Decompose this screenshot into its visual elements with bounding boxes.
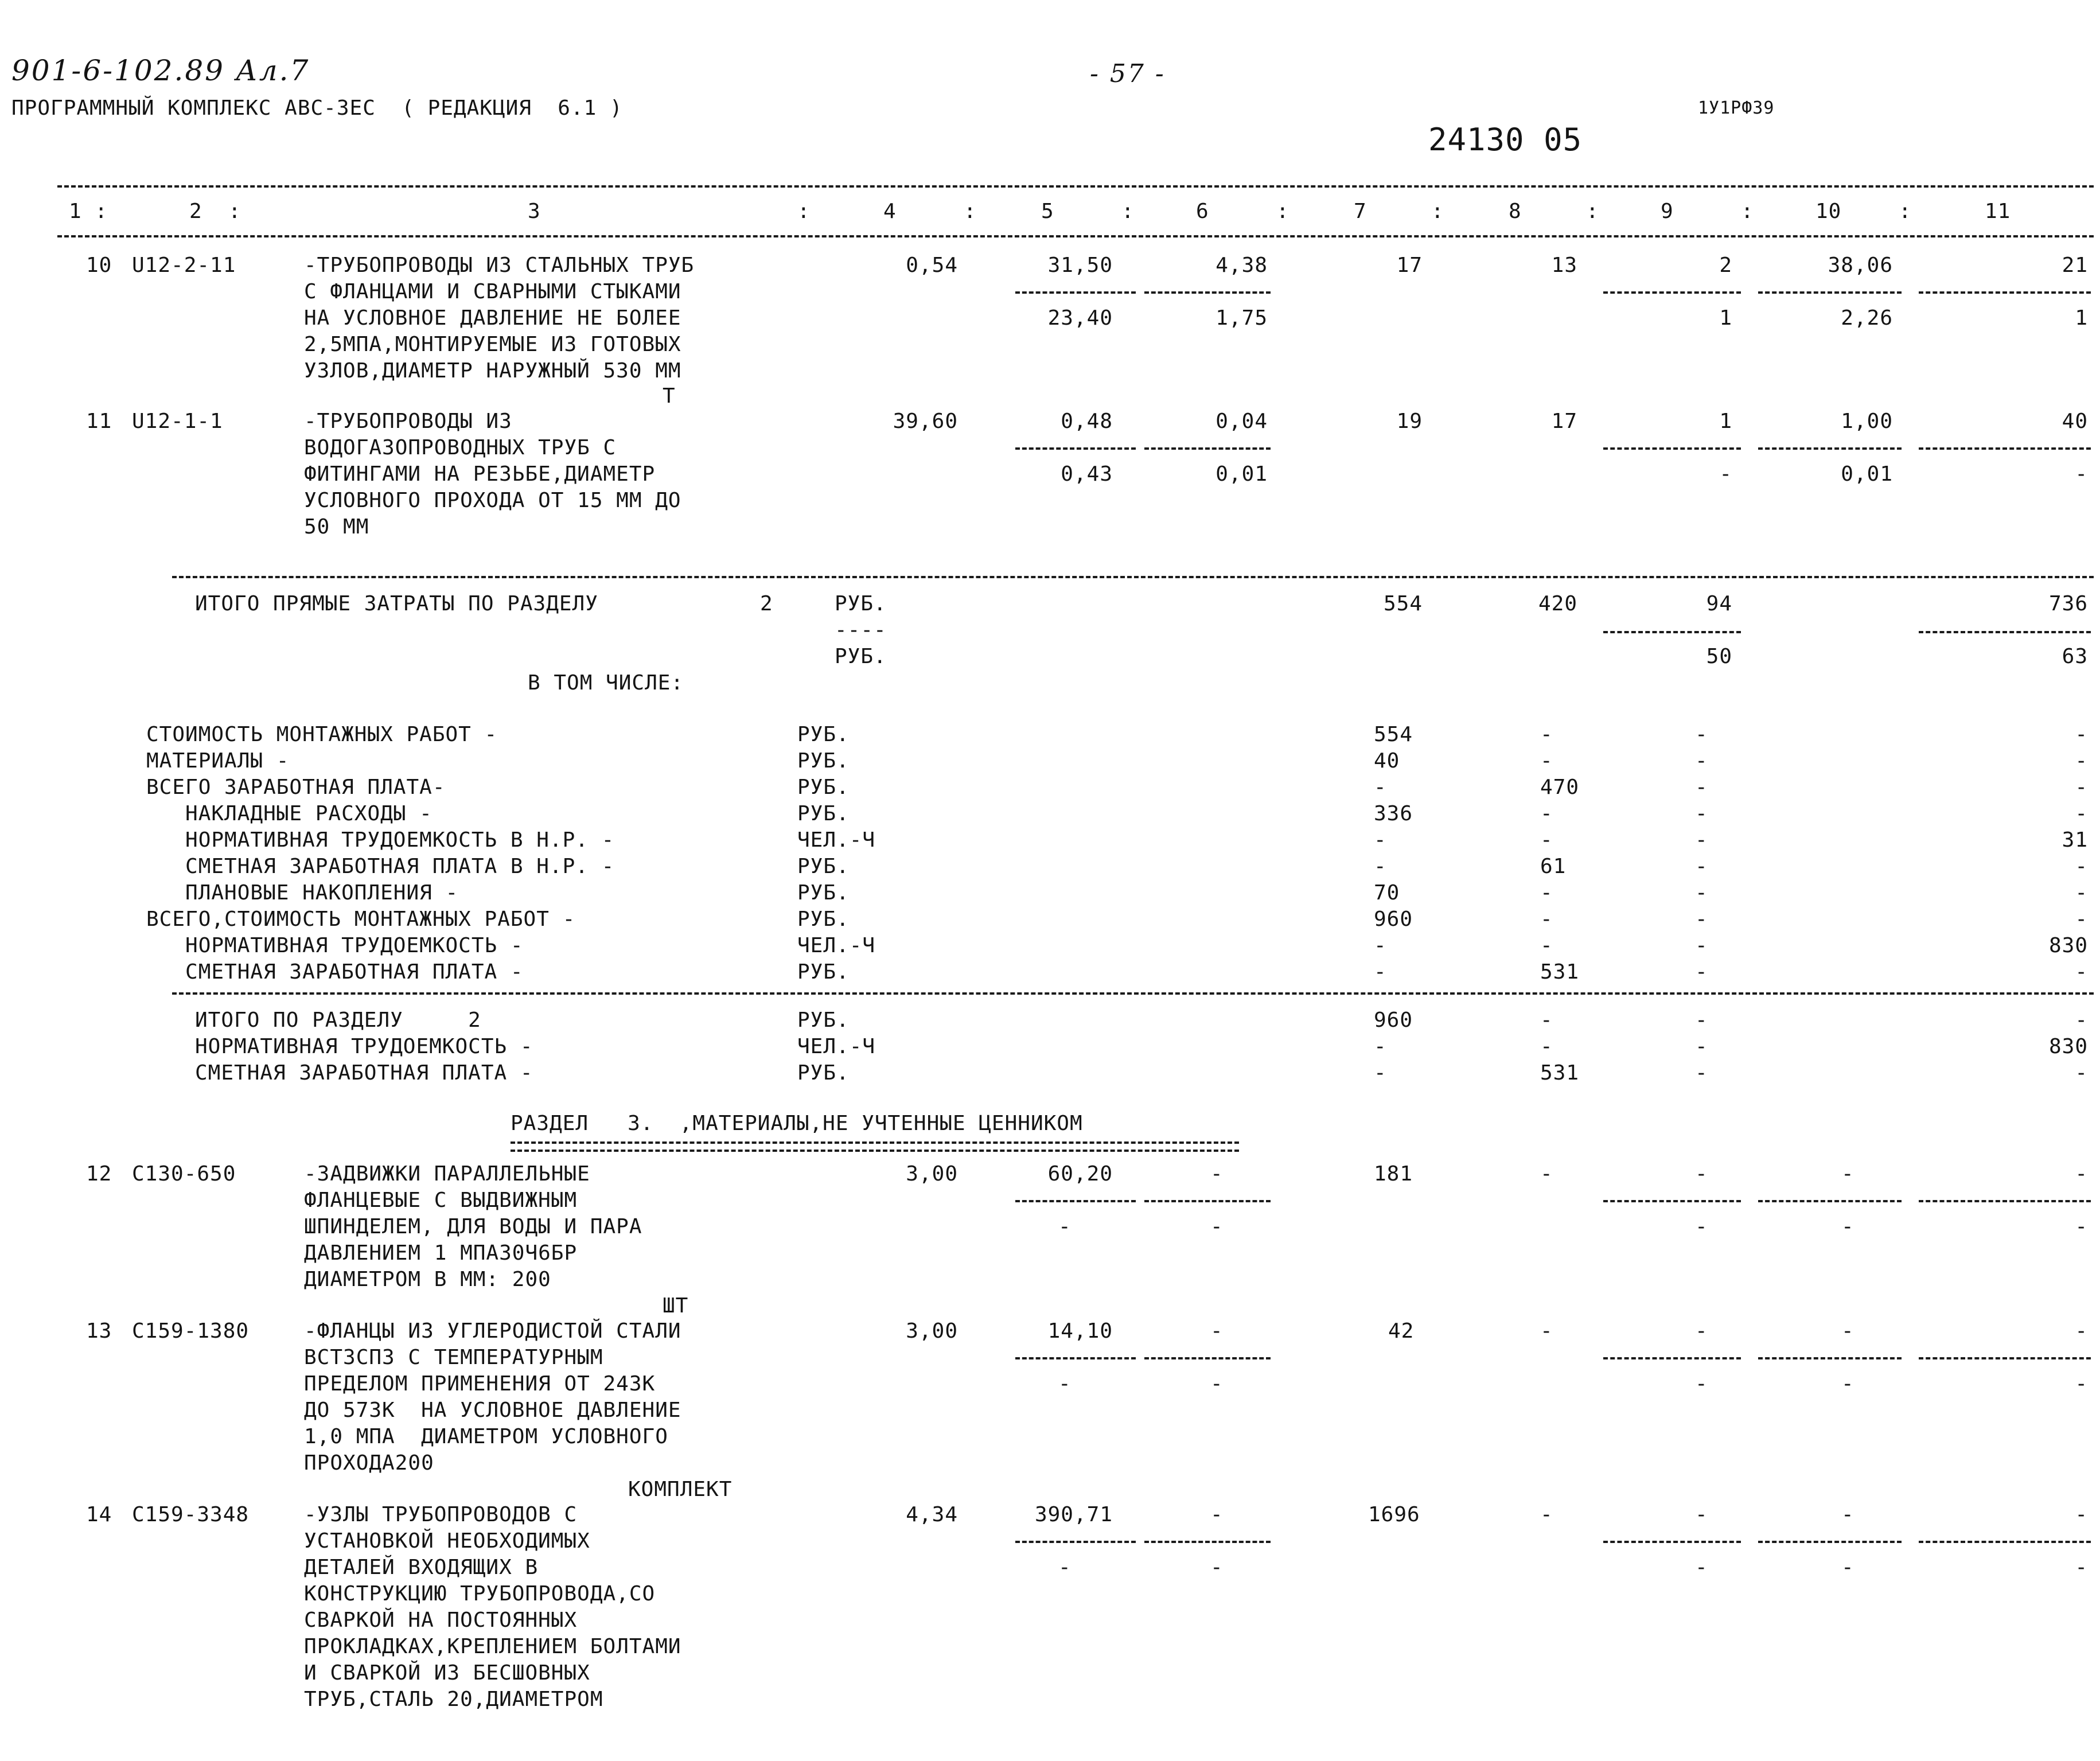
- row-desc-line: ДАВЛЕНИЕМ 1 МПА30Ч6БР: [304, 1241, 578, 1265]
- section-total-c9: -: [1695, 1008, 1708, 1032]
- cell-c5-b: -: [1058, 1215, 1072, 1238]
- cell-c6: -: [1210, 1162, 1224, 1186]
- breakdown-c9: -: [1695, 776, 1708, 799]
- rule: [172, 992, 2094, 995]
- total-c7: 554: [1383, 592, 1423, 615]
- total-unit: РУБ.: [835, 592, 887, 615]
- row-code: C159-1380: [132, 1319, 250, 1343]
- breakdown-c7: 554: [1374, 723, 1413, 746]
- rule: [172, 576, 2094, 578]
- cell-c7: 19: [1396, 410, 1423, 433]
- rule: [1758, 1200, 1902, 1202]
- cell-c6-b: 1,75: [1215, 306, 1268, 330]
- cell-c6-b: 0,01: [1215, 462, 1268, 486]
- breakdown-label: СТОИМОСТЬ МОНТАЖНЫХ РАБОТ -: [146, 723, 498, 746]
- cell-c8: -: [1540, 1162, 1553, 1186]
- cell-c7: 181: [1374, 1162, 1413, 1186]
- cell-c5-b: -: [1058, 1556, 1072, 1579]
- cell-c6-b: -: [1210, 1372, 1224, 1396]
- row-unit: Т: [663, 384, 676, 408]
- row-code: U12-1-1: [132, 410, 223, 433]
- row-desc-line: -ФЛАНЦЫ ИЗ УГЛЕРОДИСТОЙ СТАЛИ: [304, 1319, 681, 1343]
- breakdown-c11: 830: [2048, 934, 2088, 957]
- col-header-5: 5: [1041, 200, 1054, 223]
- cell-c8: -: [1540, 1503, 1553, 1526]
- breakdown-unit: РУБ.: [797, 855, 850, 878]
- section-total-c7: -: [1374, 1035, 1387, 1058]
- total-c9-b: 50: [1706, 645, 1732, 668]
- row-desc-line: ТРУБ,СТАЛЬ 20,ДИАМЕТРОМ: [304, 1688, 603, 1711]
- row-desc-line: ДЕТАЛЕЙ ВХОДЯЩИХ В: [304, 1556, 539, 1579]
- row-desc-line: -ЗАДВИЖКИ ПАРАЛЛЕЛЬНЫЕ: [304, 1162, 590, 1186]
- rule: [1603, 1200, 1741, 1202]
- total-c8: 420: [1538, 592, 1577, 615]
- row-code: U12-2-11: [132, 254, 236, 277]
- row-desc-line: КОНСТРУКЦИЮ ТРУБОПРОВОДА,СО: [304, 1582, 656, 1606]
- cell-c5-b: 0,43: [1061, 462, 1113, 486]
- section-total-c7: 960: [1374, 1008, 1413, 1032]
- cell-c6: -: [1210, 1319, 1224, 1343]
- cell-c9-b: -: [1695, 1215, 1708, 1238]
- rule: [1015, 1200, 1136, 1202]
- rule: [1919, 291, 2091, 294]
- cell-c11: 40: [2062, 410, 2088, 433]
- cell-c5-b: -: [1058, 1372, 1072, 1396]
- row-desc-line: ШПИНДЕЛЕМ, ДЛЯ ВОДЫ И ПАРА: [304, 1215, 642, 1238]
- row-number: 10: [86, 254, 112, 277]
- breakdown-unit: РУБ.: [797, 723, 850, 746]
- breakdown-label: ВСЕГО ЗАРАБОТНАЯ ПЛАТА-: [146, 776, 446, 799]
- cell-c11: 21: [2062, 254, 2088, 277]
- cell-c5: 0,48: [1061, 410, 1113, 433]
- breakdown-unit: РУБ.: [797, 749, 850, 773]
- rule: [1758, 1357, 1902, 1359]
- rule: [1603, 291, 1741, 294]
- cell-c6-b: -: [1210, 1556, 1224, 1579]
- breakdown-unit: ЧЕЛ.-Ч: [797, 934, 876, 957]
- section-total-c11: 830: [2048, 1035, 2088, 1058]
- breakdown-c7: 960: [1374, 907, 1413, 931]
- row-desc-line: 50 ММ: [304, 515, 369, 539]
- breakdown-label: ПЛАНОВЫЕ НАКОПЛЕНИЯ -: [146, 881, 459, 905]
- breakdown-label: НОРМАТИВНАЯ ТРУДОЕМКОСТЬ В Н.Р. -: [146, 828, 615, 852]
- total-label: ИТОГО ПРЯМЫЕ ЗАТРАТЫ ПО РАЗДЕЛУ: [195, 592, 598, 615]
- rule: [1015, 447, 1136, 450]
- rule: [1603, 1541, 1741, 1543]
- row-number: 12: [86, 1162, 112, 1186]
- row-desc-line: С ФЛАНЦАМИ И СВАРНЫМИ СТЫКАМИ: [304, 280, 681, 303]
- col-header-11: 11: [1985, 200, 2011, 223]
- section-total-label: ИТОГО ПО РАЗДЕЛУ 2: [195, 1008, 481, 1032]
- cell-c10: -: [1841, 1319, 1854, 1343]
- breakdown-label: НАКЛАДНЫЕ РАСХОДЫ -: [146, 802, 433, 825]
- section-total-unit: ЧЕЛ.-Ч: [797, 1035, 876, 1058]
- col-sep: :: [797, 200, 811, 223]
- col-sep: :: [964, 200, 977, 223]
- cell-c4: 4,34: [906, 1503, 958, 1526]
- cell-c9-b: 1: [1719, 306, 1732, 330]
- breakdown-label: СМЕТНАЯ ЗАРАБОТНАЯ ПЛАТА -: [146, 960, 524, 984]
- row-desc-line: НА УСЛОВНОЕ ДАВЛЕНИЕ НЕ БОЛЕЕ: [304, 306, 681, 330]
- row-desc-line: УСЛОВНОГО ПРОХОДА ОТ 15 ММ ДО: [304, 489, 681, 512]
- breakdown-c9: -: [1695, 907, 1708, 931]
- section-total-c9: -: [1695, 1061, 1708, 1085]
- col-header-4: 4: [883, 200, 897, 223]
- page-number: - 57 -: [1090, 59, 1166, 88]
- cell-c10: -: [1841, 1503, 1854, 1526]
- including-label: В ТОМ ЧИСЛЕ:: [528, 671, 684, 695]
- breakdown-c11: -: [2075, 881, 2088, 905]
- rule: [1015, 1357, 1136, 1359]
- section-total-unit: РУБ.: [797, 1008, 850, 1032]
- section-total-label: СМЕТНАЯ ЗАРАБОТНАЯ ПЛАТА -: [195, 1061, 533, 1085]
- col-header-6: 6: [1196, 200, 1209, 223]
- cell-c9: 2: [1719, 254, 1732, 277]
- breakdown-c7: -: [1374, 934, 1387, 957]
- row-desc-line: И СВАРКОЙ ИЗ БЕСШОВНЫХ: [304, 1661, 590, 1685]
- breakdown-c7: -: [1374, 776, 1387, 799]
- col-sep: :: [1899, 200, 1912, 223]
- cell-c8: 13: [1551, 254, 1577, 277]
- cell-c8: 17: [1551, 410, 1577, 433]
- row-code: C130-650: [132, 1162, 236, 1186]
- section-total-c8: -: [1540, 1035, 1553, 1058]
- total-c9: 94: [1706, 592, 1732, 615]
- breakdown-c7: 336: [1374, 802, 1413, 825]
- row-desc-line: -ТРУБОПРОВОДЫ ИЗ: [304, 410, 512, 433]
- col-header-9: 9: [1661, 200, 1674, 223]
- breakdown-c11: -: [2075, 960, 2088, 984]
- breakdown-label: СМЕТНАЯ ЗАРАБОТНАЯ ПЛАТА В Н.Р. -: [146, 855, 615, 878]
- row-desc-line: СВАРКОЙ НА ПОСТОЯННЫХ: [304, 1608, 578, 1632]
- cell-c9-b: -: [1695, 1556, 1708, 1579]
- section-total-c7: -: [1374, 1061, 1387, 1085]
- rule: [57, 185, 2094, 188]
- cell-c7: 42: [1388, 1319, 1415, 1343]
- section-total-c11: -: [2075, 1061, 2088, 1085]
- cell-c5-b: 23,40: [1047, 306, 1113, 330]
- cell-c6: -: [1210, 1503, 1224, 1526]
- cell-c11: -: [2075, 1503, 2088, 1526]
- breakdown-c8: 470: [1540, 776, 1580, 799]
- cell-c10: -: [1841, 1162, 1854, 1186]
- cell-c6: 0,04: [1215, 410, 1268, 433]
- breakdown-c9: -: [1695, 802, 1708, 825]
- breakdown-unit: РУБ.: [797, 802, 850, 825]
- cell-c7: 1696: [1368, 1503, 1420, 1526]
- col-header-3: 3: [528, 200, 541, 223]
- stamp-code: 1У1РФ39: [1698, 98, 1775, 118]
- breakdown-c11: -: [2075, 855, 2088, 878]
- cell-c5: 390,71: [1034, 1503, 1113, 1526]
- row-number: 14: [86, 1503, 112, 1526]
- breakdown-c8: 61: [1540, 855, 1567, 878]
- cell-c9: 1: [1719, 410, 1732, 433]
- cell-c10: 1,00: [1841, 410, 1893, 433]
- total-c11: 736: [2048, 592, 2088, 615]
- cell-c6-b: -: [1210, 1215, 1224, 1238]
- program-title: ПРОГРАММНЫЙ КОМПЛЕКС АВС-ЗЕС ( РЕДАКЦИЯ 6.1 ): [11, 96, 623, 120]
- total-unit-divider: ----: [835, 618, 887, 642]
- row-desc-line: ПРОХОДА200: [304, 1451, 434, 1475]
- cell-c4: 3,00: [906, 1319, 958, 1343]
- handwritten-code: 901-6-102.89 Ал.7: [11, 54, 310, 87]
- rule: [1919, 447, 2091, 450]
- cell-c11-b: -: [2075, 1372, 2088, 1396]
- row-desc-line: ФИТИНГАМИ НА РЕЗЬБЕ,ДИАМЕТР: [304, 462, 656, 486]
- breakdown-unit: РУБ.: [797, 881, 850, 905]
- col-sep: :: [1276, 200, 1289, 223]
- cell-c10-b: -: [1841, 1215, 1854, 1238]
- section-total-c11: -: [2075, 1008, 2088, 1032]
- row-unit: ШТ: [663, 1294, 689, 1318]
- breakdown-c8: -: [1540, 723, 1553, 746]
- row-desc-line: 1,0 МПА ДИАМЕТРОМ УСЛОВНОГО: [304, 1425, 668, 1448]
- cell-c10-b: 0,01: [1841, 462, 1893, 486]
- cell-c9: -: [1695, 1162, 1708, 1186]
- row-desc-line: ВОДОГАЗОПРОВОДНЫХ ТРУБ С: [304, 436, 617, 459]
- breakdown-c9: -: [1695, 828, 1708, 852]
- breakdown-c9: -: [1695, 723, 1708, 746]
- rule: [1015, 1541, 1136, 1543]
- rule: [57, 235, 2094, 237]
- breakdown-c7: 70: [1374, 881, 1400, 905]
- rule: [1603, 631, 1741, 633]
- breakdown-c8: -: [1540, 802, 1553, 825]
- row-number: 13: [86, 1319, 112, 1343]
- cell-c4: 3,00: [906, 1162, 958, 1186]
- row-desc-line: УЗЛОВ,ДИАМЕТР НАРУЖНЫЙ 530 ММ: [304, 359, 681, 383]
- breakdown-c8: -: [1540, 881, 1553, 905]
- document-number: 24130 05: [1428, 122, 1583, 158]
- cell-c11: -: [2075, 1162, 2088, 1186]
- breakdown-unit: РУБ.: [797, 776, 850, 799]
- col-header-1: 1 :: [69, 200, 108, 223]
- rule: [1919, 1200, 2091, 1202]
- rule: [1015, 291, 1136, 294]
- rule: [1919, 1541, 2091, 1543]
- breakdown-c9: -: [1695, 934, 1708, 957]
- breakdown-unit: РУБ.: [797, 960, 850, 984]
- row-unit: КОМПЛЕКТ: [628, 1478, 733, 1501]
- rule: [1603, 447, 1741, 450]
- cell-c10: 38,06: [1828, 254, 1893, 277]
- section-total-label: НОРМАТИВНАЯ ТРУДОЕМКОСТЬ -: [195, 1035, 533, 1058]
- row-desc-line: -УЗЛЫ ТРУБОПРОВОДОВ С: [304, 1503, 578, 1526]
- breakdown-label: МАТЕРИАЛЫ -: [146, 749, 290, 773]
- breakdown-label: НОРМАТИВНАЯ ТРУДОЕМКОСТЬ -: [146, 934, 524, 957]
- breakdown-c9: -: [1695, 855, 1708, 878]
- rule: [1758, 291, 1902, 294]
- cell-c8: -: [1540, 1319, 1553, 1343]
- cell-c11-b: -: [2075, 1215, 2088, 1238]
- section-total-c9: -: [1695, 1035, 1708, 1058]
- cell-c5: 31,50: [1047, 254, 1113, 277]
- row-desc-line: ПРЕДЕЛОМ ПРИМЕНЕНИЯ ОТ 243К: [304, 1372, 656, 1396]
- rule: [1919, 631, 2091, 633]
- breakdown-c11: -: [2075, 749, 2088, 773]
- breakdown-c7: 40: [1374, 749, 1400, 773]
- cell-c4: 0,54: [906, 254, 958, 277]
- rule: [1758, 447, 1902, 450]
- row-code: C159-3348: [132, 1503, 250, 1526]
- cell-c10-b: -: [1841, 1372, 1854, 1396]
- cell-c11-b: -: [2075, 1556, 2088, 1579]
- breakdown-c11: -: [2075, 907, 2088, 931]
- cell-c7: 17: [1396, 254, 1423, 277]
- rule: [1144, 291, 1271, 294]
- breakdown-c7: -: [1374, 828, 1387, 852]
- row-desc-line: ДИАМЕТРОМ В ММ: 200: [304, 1268, 551, 1291]
- section-title-underline: [511, 1141, 1239, 1152]
- cell-c10-b: 2,26: [1841, 306, 1893, 330]
- col-sep: :: [1121, 200, 1135, 223]
- rule: [1144, 1541, 1271, 1543]
- cell-c5: 14,10: [1047, 1319, 1113, 1343]
- row-desc-line: ВСТ3СП3 С ТЕМПЕРАТУРНЫМ: [304, 1346, 603, 1369]
- row-desc-line: ФЛАНЦЕВЫЕ С ВЫДВИЖНЫМ: [304, 1189, 578, 1212]
- row-desc-line: 2,5МПА,МОНТИРУЕМЫЕ ИЗ ГОТОВЫХ: [304, 333, 681, 356]
- cell-c5: 60,20: [1047, 1162, 1113, 1186]
- col-header-7: 7: [1354, 200, 1367, 223]
- cell-c11-b: -: [2075, 462, 2088, 486]
- breakdown-c11: 31: [2062, 828, 2088, 852]
- breakdown-c8: -: [1540, 934, 1553, 957]
- row-desc-line: -ТРУБОПРОВОДЫ ИЗ СТАЛЬНЫХ ТРУБ: [304, 254, 695, 277]
- cell-c9: -: [1695, 1503, 1708, 1526]
- col-sep: :: [1586, 200, 1599, 223]
- rule: [1603, 1357, 1741, 1359]
- cell-c9: -: [1695, 1319, 1708, 1343]
- row-desc-line: ПРОКЛАДКАХ,КРЕПЛЕНИЕМ БОЛТАМИ: [304, 1635, 681, 1658]
- breakdown-c11: -: [2075, 802, 2088, 825]
- cell-c6: 4,38: [1215, 254, 1268, 277]
- row-number: 11: [86, 410, 112, 433]
- col-sep: :: [1431, 200, 1444, 223]
- row-desc-line: ДО 573К НА УСЛОВНОЕ ДАВЛЕНИЕ: [304, 1398, 681, 1422]
- cell-c9-b: -: [1695, 1372, 1708, 1396]
- total-unit: РУБ.: [835, 645, 887, 668]
- cell-c4: 39,60: [893, 410, 958, 433]
- total-section: 2: [760, 592, 773, 615]
- breakdown-c9: -: [1695, 960, 1708, 984]
- breakdown-unit: ЧЕЛ.-Ч: [797, 828, 876, 852]
- breakdown-c7: -: [1374, 960, 1387, 984]
- col-header-10: 10: [1815, 200, 1842, 223]
- breakdown-label: ВСЕГО,СТОИМОСТЬ МОНТАЖНЫХ РАБОТ -: [146, 907, 576, 931]
- rule: [1144, 1200, 1271, 1202]
- breakdown-c8: -: [1540, 907, 1553, 931]
- cell-c10-b: -: [1841, 1556, 1854, 1579]
- section-total-c8: 531: [1540, 1061, 1580, 1085]
- breakdown-c9: -: [1695, 749, 1708, 773]
- section-total-c8: -: [1540, 1008, 1553, 1032]
- col-header-8: 8: [1509, 200, 1522, 223]
- breakdown-unit: РУБ.: [797, 907, 850, 931]
- cell-c11-b: 1: [2075, 306, 2088, 330]
- col-sep: :: [1741, 200, 1754, 223]
- rule: [1144, 1357, 1271, 1359]
- col-header-2: 2 :: [189, 200, 241, 223]
- rule: [1144, 447, 1271, 450]
- breakdown-c9: -: [1695, 881, 1708, 905]
- breakdown-c8: 531: [1540, 960, 1580, 984]
- total-c11-b: 63: [2062, 645, 2088, 668]
- cell-c11: -: [2075, 1319, 2088, 1343]
- breakdown-c11: -: [2075, 776, 2088, 799]
- rule: [1758, 1541, 1902, 1543]
- section-total-unit: РУБ.: [797, 1061, 850, 1085]
- rule: [1919, 1357, 2091, 1359]
- section-3-title: РАЗДЕЛ 3. ,МАТЕРИАЛЫ,НЕ УЧТЕННЫЕ ЦЕННИКОМ: [511, 1112, 1083, 1135]
- breakdown-c7: -: [1374, 855, 1387, 878]
- row-desc-line: УСТАНОВКОЙ НЕОБХОДИМЫХ: [304, 1529, 590, 1553]
- breakdown-c8: -: [1540, 749, 1553, 773]
- breakdown-c8: -: [1540, 828, 1553, 852]
- cell-c9-b: -: [1719, 462, 1732, 486]
- breakdown-c11: -: [2075, 723, 2088, 746]
